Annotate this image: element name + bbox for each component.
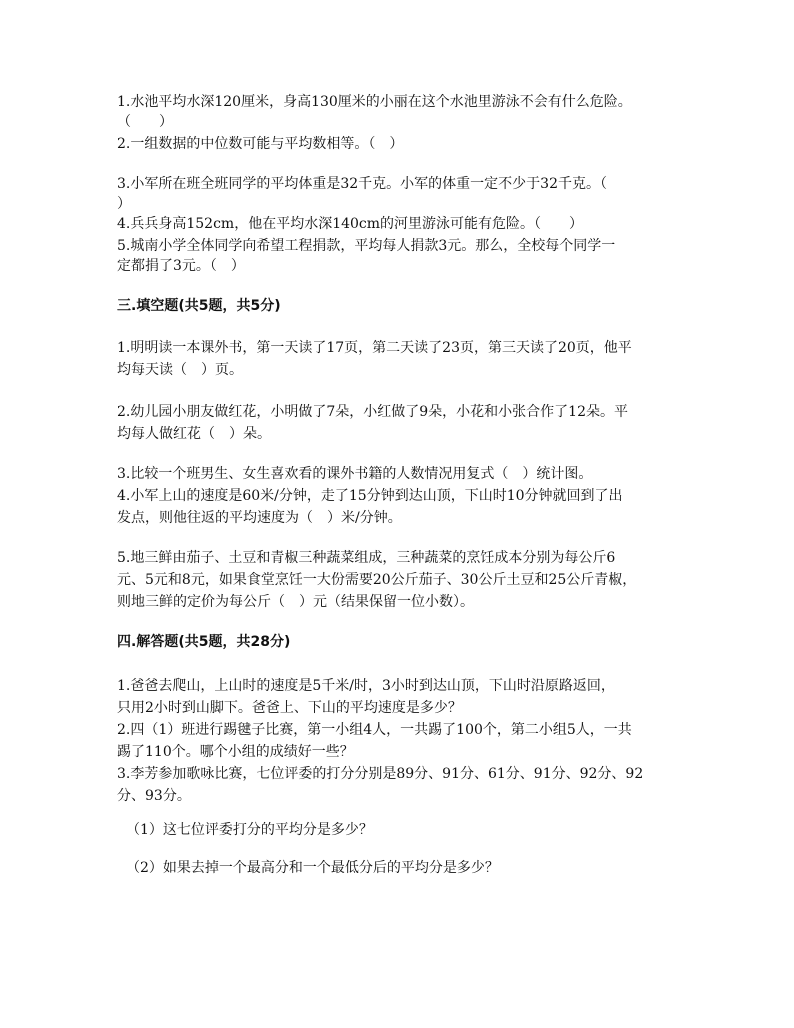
fill-q5-line3: 则地三鲜的定价为每公斤（ ）元（结果保留一位小数）。 xyxy=(117,594,474,610)
judge-q3-line1: 3.小军所在班全班同学的平均体重是32千克。小军的体重一定不少于32千克。（ xyxy=(117,176,607,192)
fill-q3-line1: 3.比较一个班男生、女生喜欢看的课外书籍的人数情况用复式（ ）统计图。 xyxy=(117,466,593,482)
solve-q3-line1: 3.李芳参加歌咏比赛，七位评委的打分分别是89分、91分、61分、91分、92分、92 xyxy=(117,766,644,782)
solve-q3-sub2: （2）如果去掉一个最高分和一个最低分后的平均分是多少？ xyxy=(126,860,499,876)
solve-q2-line2: 踢了110个。哪个小组的成绩好一些？ xyxy=(117,744,354,760)
judge-q2-line1: 2.一组数据的中位数可能与平均数相等。（ ） xyxy=(117,136,404,152)
solve-q1-line1: 1.爸爸去爬山，上山时的速度是5千米/时，3小时到达山顶，下山时沿原路返回， xyxy=(117,678,615,694)
fill-q2-line1: 2.幼儿园小朋友做红花，小明做了7朵，小红做了9朵，小花和小张合作了12朵。平 xyxy=(117,404,628,420)
solve-q3-line2: 分、93分。 xyxy=(117,788,191,804)
solve-q2-line1: 2.四（1）班进行踢毽子比赛，第一小组4人，一共踢了100个，第二小组5人，一共 xyxy=(117,722,632,738)
fill-q1-line2: 均每天读（ ）页。 xyxy=(117,362,243,378)
judge-q5-line1: 5.城南小学全体同学向希望工程捐款，平均每人捐款3元。那么，全校每个同学一 xyxy=(117,238,616,254)
solve-q3-sub1: （1）这七位评委打分的平均分是多少？ xyxy=(126,822,373,838)
fill-q5-line1: 5.地三鲜由茄子、土豆和青椒三种蔬菜组成，三种蔬菜的烹饪成本分别为每公斤6 xyxy=(117,550,616,566)
section3-title: 三.填空题(共5题，共5分) xyxy=(117,298,281,314)
judge-q3-line2: ） xyxy=(117,196,131,212)
judge-q5-line2: 定都捐了3元。（ ） xyxy=(117,258,245,274)
fill-q4-line1: 4.小军上山的速度是60米/分钟，走了15分钟到达山顶，下山时10分钟就回到了出 xyxy=(117,488,623,504)
judge-q4-line1: 4.兵兵身高152cm，他在平均水深140cm的河里游泳可能有危险。（ ） xyxy=(117,216,584,232)
fill-q5-line2: 元、5元和8元，如果食堂烹饪一大份需要20公斤茄子、30公斤土豆和25公斤青椒， xyxy=(117,572,637,588)
judge-q1-line1: 1.水池平均水深120厘米，身高130厘米的小丽在这个水池里游泳不会有什么危险。 xyxy=(117,94,632,110)
fill-q4-line2: 发点，则他往返的平均速度为（ ）米/分钟。 xyxy=(117,510,402,526)
fill-q1-line1: 1.明明读一本课外书，第一天读了17页，第二天读了23页，第三天读了20页，他平 xyxy=(117,340,632,356)
solve-q1-line2: 只用2小时到山脚下。爸爸上、下山的平均速度是多少？ xyxy=(117,700,462,716)
judge-q1-line2: （ ） xyxy=(117,114,173,130)
fill-q2-line2: 均每人做红花（ ）朵。 xyxy=(117,426,271,442)
section4-title: 四.解答题(共5题，共28分) xyxy=(117,634,291,650)
